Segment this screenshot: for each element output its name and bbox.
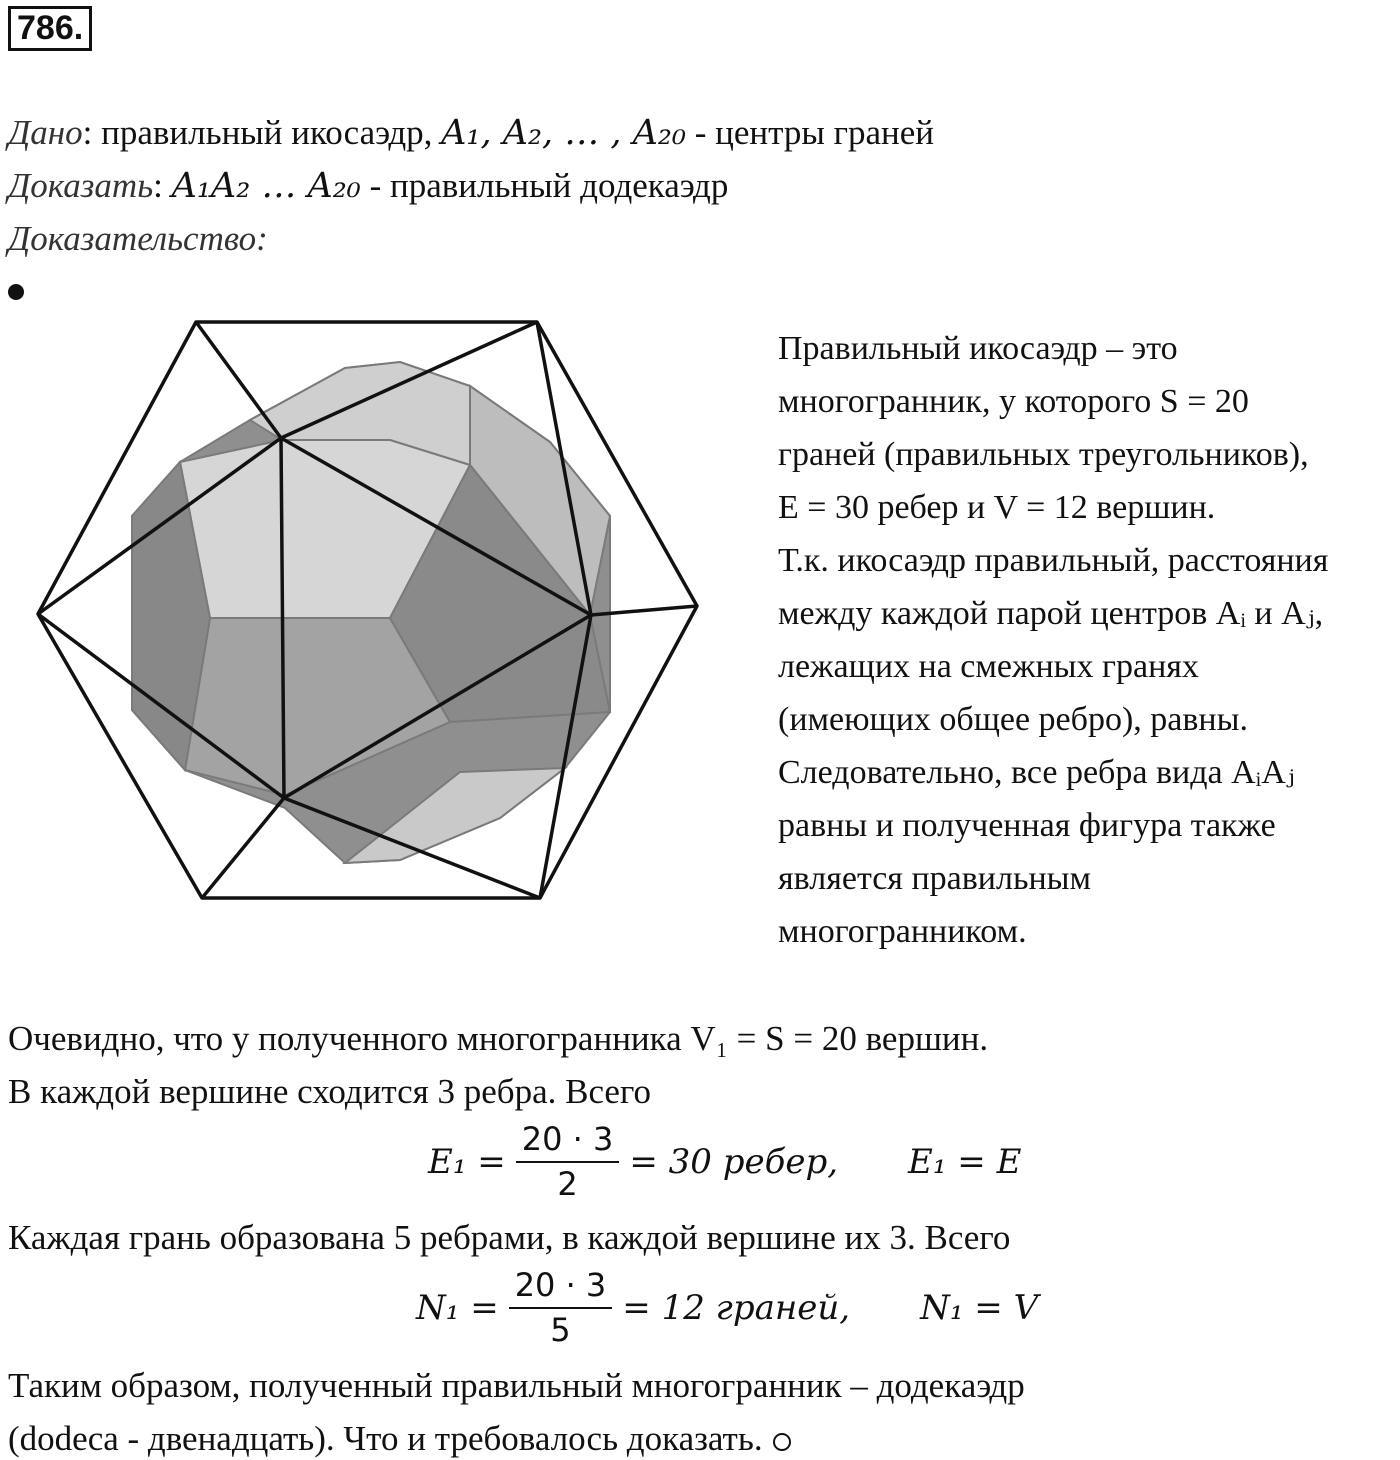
paragraph-faces-intro: Каждая грань образована 5 ребрами, в каждой вершине их 3. Всего <box>8 1218 1011 1257</box>
prove-colon: : <box>153 166 172 205</box>
eq1-fraction <box>516 1122 620 1202</box>
paragraph-conclusion: Таким образом, полученный правильный многогранник – додекаэдр <box>8 1366 1025 1405</box>
eq1-numerator: 20 · 3 <box>516 1122 620 1163</box>
edge <box>196 322 281 438</box>
eq1-denominator: 2 <box>557 1165 578 1204</box>
icosahedron-dodecahedron-figure <box>30 315 710 910</box>
side-line: между каждой парой центров Aᵢ и Aⱼ, <box>778 595 1324 632</box>
problem-number: 786. <box>8 6 92 51</box>
given-tail: - центры граней <box>685 113 935 152</box>
prove-tail: - правильный додекаэдр <box>360 166 729 205</box>
end-of-proof-icon <box>773 1433 791 1451</box>
paragraph-final <box>8 1418 791 1460</box>
given-label: Дано <box>8 113 83 152</box>
prove-expr: A₁A₂ … A₂₀ <box>171 166 361 206</box>
side-line: граней (правильных треугольников), <box>778 436 1309 473</box>
given-text: : правильный икосаэдр, <box>82 113 442 152</box>
side-line: (имеющих общее ребро), равны. <box>778 701 1248 738</box>
edge <box>202 798 284 898</box>
side-line: Правильный икосаэдр – это <box>778 330 1178 367</box>
equation-faces <box>416 1268 1038 1348</box>
prove-line <box>8 165 728 207</box>
side-line: Т.к. икосаэдр правильный, расстояния <box>778 542 1329 579</box>
eq2-denominator: 5 <box>550 1311 571 1350</box>
side-line: лежащих на смежных гранях <box>778 648 1199 685</box>
equation-edges <box>428 1122 1021 1202</box>
side-explanation <box>778 322 1328 958</box>
eq2-rhs: = 12 граней, <box>622 1287 851 1328</box>
eq1-lhs: E₁ = <box>428 1141 506 1182</box>
side-line: E = 30 ребер и V = 12 вершин. <box>778 489 1216 526</box>
eq2-numerator: 20 · 3 <box>509 1268 613 1309</box>
prove-label: Доказать <box>8 166 154 205</box>
side-line: многогранник, у которого S = 20 <box>778 383 1249 420</box>
eq2-lhs: N₁ = <box>416 1287 499 1328</box>
bullet-icon <box>8 284 24 300</box>
eq1-extra: E₁ = E <box>908 1141 1022 1182</box>
final-text: (dodeca - двенадцать). Что и требовалось доказать. <box>8 1419 763 1458</box>
side-line: является правильным <box>778 860 1092 897</box>
paragraph-edges-intro: В каждой вершине сходится 3 ребра. Всего <box>8 1072 651 1111</box>
given-line <box>8 112 934 154</box>
paragraph-vertices: Очевидно, что у полученного многогранника V₁ = S = 20 вершин. <box>8 1019 989 1058</box>
side-line: равны и полученная фигура также <box>778 807 1276 844</box>
proof-label: Доказательство: <box>8 219 268 258</box>
eq1-rhs: = 30 ребер, <box>629 1141 839 1182</box>
given-points: A₁, A₂, … , A₂₀ <box>441 113 686 153</box>
eq2-fraction <box>509 1268 613 1348</box>
eq2-extra: N₁ = V <box>920 1287 1039 1328</box>
side-line: Следовательно, все ребра вида AᵢAⱼ <box>778 754 1295 791</box>
side-line: многогранником. <box>778 913 1027 950</box>
